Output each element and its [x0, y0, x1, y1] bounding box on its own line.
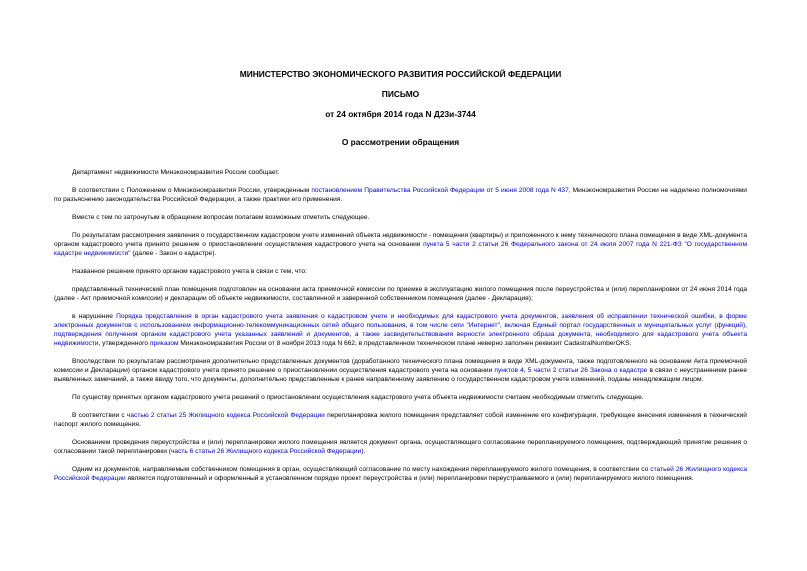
ministry-title: МИНИСТЕРСТВО ЭКОНОМИЧЕСКОГО РАЗВИТИЯ РОССИЙСКОЙ ФЕДЕРАЦИИ — [239, 69, 562, 79]
document-link[interactable]: постановлением Правительства Российской Федерации от 5 июня 2008 года N 437 — [311, 187, 569, 194]
document-link[interactable]: пункта 5 части 2 статьи 26 Федерального закона от 24 июля 2007 года N 221-ФЗ "О государственном кадастре недвижимости" — [54, 241, 748, 257]
paragraph-text: В соответствии с — [72, 412, 127, 419]
paragraph-text: Впоследствии по результатам рассмотрения дополнительно представленных документов (доработанного технического плана помещения в виде XML-документа, также подготовленного на основании Акта приемочной комиссии и Декларации) органом кадастрового учета принято решение о приостановлении осуществления кадастрового учета на основании — [54, 358, 747, 374]
paragraph-text: В соответствии с Положением о Минэкономразвития России, утвержденным — [72, 187, 312, 194]
paragraph — [54, 285, 747, 303]
paragraph-text: (далее - Закон о кадастре). — [130, 250, 217, 257]
paragraph — [54, 465, 747, 483]
document-link[interactable]: приказом — [149, 340, 179, 347]
paragraph-text: представленный технический план помещения подготовлен на основании акта приемочной комиссии по приемке в эксплуатацию жилого помещения после переустройства и (или) перепланировки от 24 июня 2014 года (далее - Акт приемочной комиссии) и декларации об объекте недвижимости, составленной и заверенной собственником помещения (далее - Декларация); — [54, 286, 747, 302]
document-type: ПИСЬМО — [381, 89, 420, 99]
paragraph — [54, 312, 747, 348]
paragraph-text: Департамент недвижимости Минэкономразвития России сообщает. — [72, 169, 280, 176]
paragraph-text: , Минэкономразвития России не наделено полномочиями по разъяснению законодательства Российской Федерации, а также практики его применения. — [54, 187, 747, 203]
document-link[interactable]: частью 2 статьи 25 Жилищного кодекса Российской Федерации — [126, 412, 325, 419]
document-link[interactable]: часть 6 статьи 26 Жилищного кодекса Российской Федерации — [170, 448, 362, 455]
paragraph-text: Названное решение принято органом кадастрового учета в связи с тем, что: — [72, 268, 307, 275]
paragraph — [54, 411, 747, 429]
paragraph-text: По существу принятых органом кадастрового учета решений о приостановлении осуществления кадастрового учета объекта недвижимости считаем необходимым отметить следующее. — [72, 394, 644, 401]
document-link[interactable]: пунктов 4 — [494, 367, 524, 374]
paragraph-text: является подготовленный и оформленный в установленном порядке проект переустройства и (или) перепланировки переустраиваемого и (или) перепланируемого жилого помещения. — [125, 475, 694, 482]
paragraph — [54, 213, 747, 222]
paragraph-text: Основанием проведения переустройства и (или) перепланировки жилого помещения является документ органа, осуществляющего согласование перепланируемого помещения, подтверждающий принятие решения о согласовании такой перепланировки ( — [54, 439, 747, 455]
paragraph — [54, 186, 747, 204]
paragraph-text: Минэкономразвития России от 8 ноября 2013 года N 662, в представленном техническом плане неверно заполнен реквизит CadastralNumberOKS. — [178, 340, 632, 347]
paragraph-text: Вместе с тем по затронутым в обращении вопросам полагаем возможным отметить следующее. — [72, 214, 370, 221]
document-date-number: от 24 октября 2014 года N Д23и-3744 — [325, 109, 476, 119]
document-body — [54, 168, 747, 483]
paragraph — [54, 267, 747, 276]
paragraph-text: Одним из документов, направляемым собственником помещения в орган, осуществляющий согласование по месту нахождения перепланируемого жилого помещения, в соответствии со — [72, 466, 651, 473]
paragraph — [54, 231, 747, 258]
paragraph-text: , утвержденного — [98, 340, 150, 347]
paragraph-text: ). — [361, 448, 366, 455]
document-subject: О рассмотрении обращения — [341, 137, 460, 147]
paragraph — [54, 357, 747, 384]
document-link[interactable]: статьей 26 Жилищного кодекса Российской Федерации — [54, 466, 747, 482]
paragraph — [54, 393, 747, 402]
document-link[interactable]: 5 части 2 статьи 26 Закона о кадастре — [527, 367, 648, 374]
paragraph-text: перепланировка жилого помещения представляет собой изменение его конфигурации, требующее внесения изменения в технический паспорт жилого помещения. — [54, 412, 747, 428]
paragraph — [54, 168, 747, 177]
paragraph-text: в нарушение — [72, 313, 117, 320]
paragraph-text: , — [523, 367, 528, 374]
paragraph-text: По результатам рассмотрения заявления о государственном кадастровом учете изменений объекта недвижимости - помещения (квартиры) и приложенного к нему технического плана помещения в виде XML-документа органом кадастрового учета принято решение о приостановлении осуществления кадастрового учета на основании — [54, 232, 747, 248]
paragraph — [54, 438, 747, 456]
document-link[interactable]: Порядка представления в орган кадастрового учета заявления о кадастровом учете и необходимых для кадастрового учета документов, заявления об исправлении технической ошибки, в форме электронных документов с использованием информационно-телекоммуникационных сетей общего пользования, в том числе сети "Интернет", включая Единый портал государственных и муниципальных услуг (функций), подтверждения получения органом кадастрового учета указанных заявлений и документов, а также засвидетельствования верности электронного образа документа, необходимого для кадастрового учета объекта недвижимости — [54, 313, 747, 347]
paragraph-text: в связи с неустранением ранее выявленных замечаний, а также ввиду того, что документы, дополнительно представленные к ранее направленному заявлению о государственном кадастровом учете изменений, поданы ненадлежащим лицом. — [54, 367, 747, 383]
